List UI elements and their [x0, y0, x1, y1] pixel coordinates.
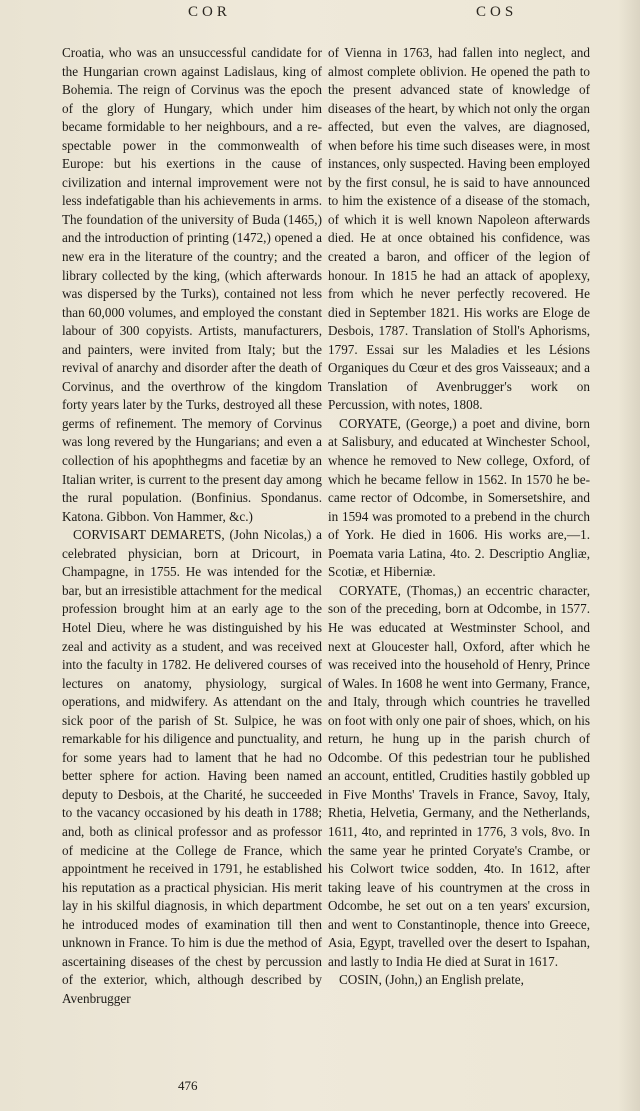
- left-column: [62, 44, 322, 1008]
- paragraph-corvisart-continued: of Vienna in 1763, had fallen into neglect, and almost complete oblivion. He opened the path to the present advanced state of knowledge of diseases of the heart, by which not only the organ affected, but even the valves, are diagnosed, when before his time such diseases were, in most instances, only suspected. Having been employed by the first consul, he is said to have announced to him the existence of a disease of the stomach, of which it is well known Napoleon afterwards died. He at once obtained his confidence, was created a baron, and officer of the legion of honour. In 1815 he had an attack of apoplexy, from which he never perfectly recovered. He died in September 1821. His works are Eloge de Desbois, 1787. Translation of Stoll's Aphorisms, 1797. Essai sur les Maladies et les Lésions Organiques du Cœur et des gros Vaisseaux; and a Translation of Avenbrugger's work on Percussion, with notes, 1808.: [328, 45, 590, 413]
- entry-coryate-thomas: CORYATE, (Thomas,) an eccentric character, son of the preceding, born at Odcombe, in 1577. He was educated at Westminster School, and next at Gloucester hall, Oxford, after which he was received into the household of Henry, Prince of Wales. In 1608 he went into Germany, France, and Italy, through which countries he travelled on foot with only one pair of shoes, which, on his return, he hung up in the parish church of Odcombe. Of this pedestrian tour he published an account, entitled, Crudities hastily gobbled up in Five Months' Travels in France, Savoy, Italy, Rhetia, Helvetia, Germany, and the Netherlands, 1611, 4to, and reprinted in 1776, 3 vols, 8vo. In the same year he printed Coryate's Crambe, or his Colwort twice sodden, 4to. In 1612, after taking leave of his countrymen at the cross in Odcombe, he set out on a ten years' excursion, and went to Constantinople, thence into Greece, Asia, Egypt, travelled over the desert to Ispahan, and lastly to India He died at Surat in 1617.: [328, 582, 590, 969]
- entry-coryate-george: CORYATE, (George,) a poet and divine, born at Salisbury, and educated at Winchester School, whence he removed to New college, Oxford, of which he became fellow in 1562. In 1570 he became rector of Odcombe, in Somersetshire, and in 1594 was promoted to a prebend in the church of York. He died in 1606. His works are,—1. Poemata varia Latina, 4to. 2. Descriptio Angliæ, Scotiæ, et Hiberniæ.: [328, 415, 590, 580]
- page-number: 476: [178, 1078, 198, 1093]
- running-head-right: COS: [476, 4, 518, 20]
- page-edge-shadow: [618, 0, 640, 1111]
- entry-cosin: COSIN, (John,) an English prelate,: [339, 972, 524, 988]
- paragraph-corvinus-continued: Croatia, who was an unsuccessful candidate for the Hungarian crown against Ladislaus, king of Bohemia. The reign of Corvinus was the epoch of the glory of Hungary, which under him became formidable to her neighbours, and a respectable power in the commonwealth of Europe: but his exertions in the cause of civilization and internal improvement were not less indefatigable than his achievements in arms. The foundation of the university of Buda (1465,) and the introduction of printing (1472,) opened a new era in the literature of the country; and the library collected by the king, (which afterwards was dispersed by the Turks), contained not less than 60,000 volumes, and employed the constant labour of 300 copyists. Artists, manufacturers, and painters, were invited from Italy; but the revival of anarchy and disorder after the death of Corvinus, and the overthrow of the kingdom forty years later by the Turks, destroyed all these germs of refinement. The memory of Corvinus was long revered by the Hungarians; and even a collection of his apophthegms and facetiæ by an Italian writer, is current to the present day among the rural population. (Bonfinius. Spondanus. Katona. Gibbon. Von Hammer, &c.): [62, 45, 322, 524]
- entry-corvisart: CORVISART DEMARETS, (John Nicolas,) a celebrated physician, born at Dricourt, in Champagne, in 1755. He was intended for the bar, but an irresistible attachment for the medical profession brought him at an early age to the Hotel Dieu, where he was distinguished by his zeal and activity as a student, and was received into the faculty in 1782. He delivered courses of lectures on anatomy, physiology, surgical operations, and midwifery. As attendant on the sick poor of the parish of St. Sulpice, he was remarkable for his diligence and punctuality, and for some years had to lament that he had no better sphere for action. Having been named deputy to Desbois, at the Charité, he succeeded to the vacancy occasioned by his death in 1788; and, both as clinical professor and as professor of medicine at the College de France, which appointment he received in 1791, he established his reputation as a practical physician. His merit lay in his skilful diagnosis, in which department he introduced modes of examination till then unknown in France. To him is due the method of ascertaining diseases of the chest by percussion of the exterior, which, although described by Avenbrugger: [62, 527, 322, 1006]
- running-head-left: COR: [188, 4, 231, 20]
- right-column: [328, 44, 590, 990]
